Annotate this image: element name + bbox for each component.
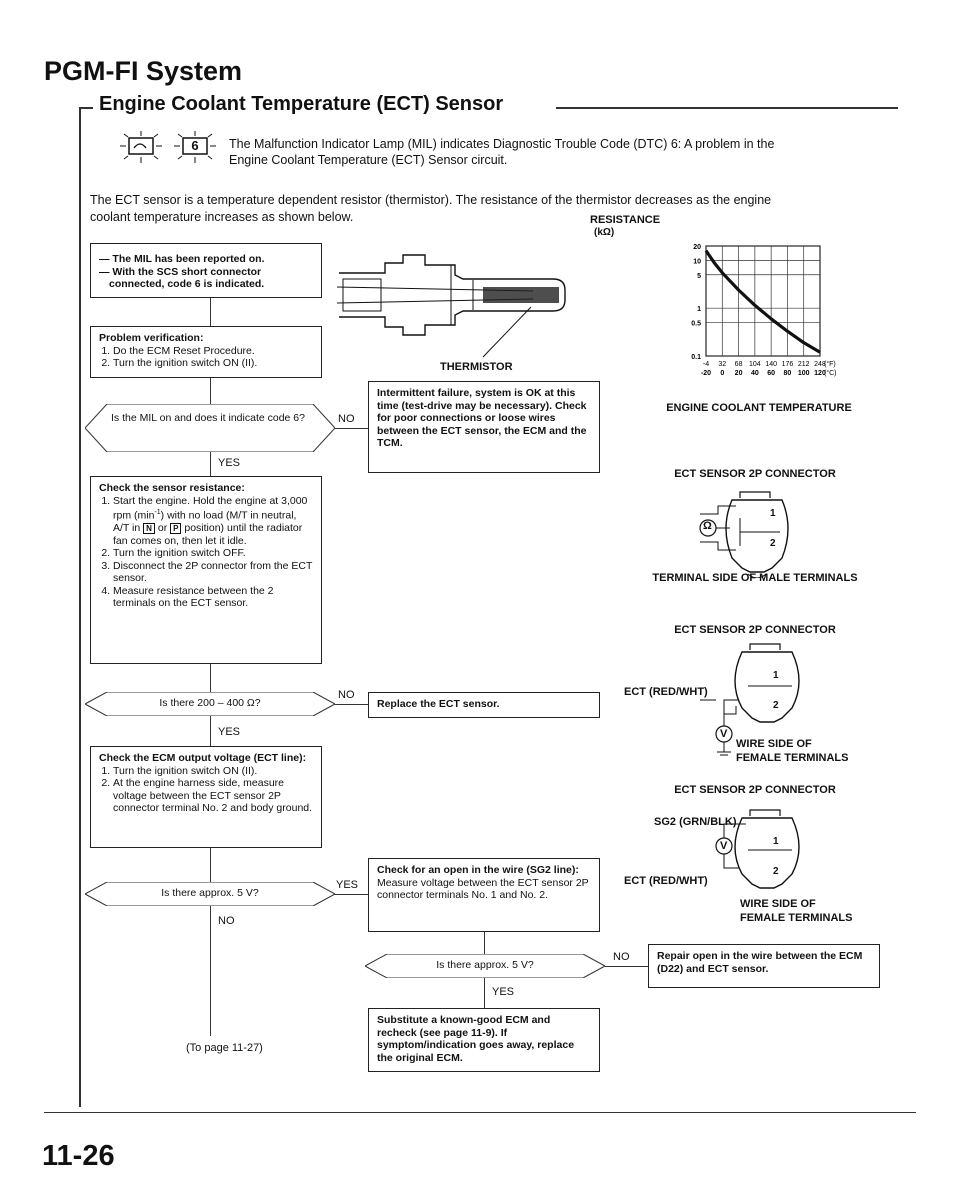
flow-right-spine-1 (484, 932, 485, 954)
chart-x-tick-c: -20 (700, 370, 712, 377)
cr-step-3: 3. Disconnect the 2P connector from the ECT sensor. (113, 560, 313, 585)
substitute-ecm-box (368, 1008, 600, 1072)
flow-spine-4 (210, 664, 211, 692)
check-open-sg2-title: Check for an open in the wire (SG2 line): (377, 864, 579, 876)
connector3-caption-1: WIRE SIDE OF (740, 898, 816, 910)
repair-open-text: Repair open in the wire between the ECM (D22) and ECT sensor. (657, 950, 863, 975)
chart-y-tick: 1 (697, 306, 701, 314)
flow-spine-7 (210, 906, 211, 1036)
chart-x-tick-c: 80 (783, 370, 792, 377)
connector2-pin1: 1 (773, 670, 779, 681)
connector1-drawing (690, 488, 830, 578)
connector2-ect-label: ECT (RED/WHT) (624, 686, 708, 698)
cr-step-1-sup: -1 (154, 509, 161, 516)
connector3-pin1: 1 (773, 836, 779, 847)
system-title: PGM-FI System (44, 56, 243, 86)
decision-sg2-5v (365, 954, 605, 978)
q4-yes-label: YES (492, 986, 515, 998)
chart-x-tick-c: 120 (814, 370, 826, 377)
check-ecm-voltage-box (90, 746, 322, 848)
intro-line-1: The Malfunction Indicator Lamp (MIL) indicates Diagnostic Trouble Code (DTC) 6: A problem in the (229, 137, 775, 151)
cr-step-1-or: or (154, 522, 171, 534)
desc-line-2: coolant temperature increases as shown below. (90, 210, 354, 224)
section-left-tick (79, 107, 81, 1107)
chart-x-tick-f: -4 (702, 361, 710, 368)
cr-step-2: 2. Turn the ignition switch OFF. (113, 547, 313, 560)
chart-y-tick: 5 (697, 272, 701, 280)
thermistor-drawing (333, 245, 573, 365)
start-item-2: — With the SCS short connector connected, code 6 is indicated. (99, 265, 265, 290)
check-resistance-box (90, 476, 322, 664)
q1-no-line (335, 428, 368, 429)
ecm-step-2: 2. At the engine harness side, measure voltage between the ECT sensor 2P connector terminal No. 2 and body ground. (113, 777, 313, 815)
q4-text: Is there approx. 5 V? (436, 959, 534, 971)
start-item-1: — The MIL has been reported on. (99, 253, 265, 265)
chart-xlabel: ENGINE COOLANT TEMPERATURE (666, 402, 852, 414)
chart-x-tick-f: 32 (718, 361, 727, 368)
connector3-title: ECT SENSOR 2P CONNECTOR (674, 784, 836, 796)
chart-x-tick-f: 212 (797, 361, 810, 368)
desc-line-1: The ECT sensor is a temperature dependent resistor (thermistor). The resistance of the thermistor decreases as the engine (90, 193, 772, 207)
chart-frame (706, 246, 820, 356)
check-open-sg2-box (368, 858, 600, 932)
connector1-ohm: Ω (703, 520, 712, 532)
q2-text: Is there 200 – 400 Ω? (159, 697, 261, 709)
dtc-number: 6 (191, 138, 199, 153)
q1-no-label: NO (338, 413, 355, 425)
cr-step-4: 4. Measure resistance between the 2 terminals on the ECT sensor. (113, 585, 313, 610)
flow-right-spine-2 (484, 978, 485, 1008)
q1-yes-label: YES (218, 457, 241, 469)
footer-rule (44, 1112, 916, 1113)
thermistor-label: THERMISTOR (440, 361, 513, 373)
decision-mil-code6 (85, 404, 335, 452)
chart-x-tick-f: 68 (734, 361, 743, 368)
connector2-pin2: 2 (773, 700, 779, 711)
connector2-caption-2: FEMALE TERMINALS (736, 752, 849, 764)
connector1-pin2: 2 (770, 538, 776, 549)
q3-yes-label: YES (336, 879, 359, 891)
connector2-caption-1: WIRE SIDE OF (736, 738, 812, 750)
decision-resistance (85, 692, 335, 716)
substitute-ecm-text: Substitute a known-good ECM and recheck (see page 11-9). If symptom/indication goes away, replace the original ECM. (377, 1014, 575, 1064)
connector3-sg2-label: SG2 (GRN/BLK) (654, 816, 737, 828)
chart-x-tick-c: 0 (720, 370, 725, 377)
key-p: P (170, 523, 181, 534)
connector2-title: ECT SENSOR 2P CONNECTOR (674, 624, 836, 636)
chart-y-tick: 10 (693, 258, 701, 266)
cr-step-1-mid: ) with no load (M/T in neutral, A/T in (113, 509, 297, 534)
page-number: 11-26 (42, 1140, 115, 1172)
q3-text: Is there approx. 5 V? (161, 887, 259, 899)
flow-spine-1 (210, 298, 211, 326)
chart-ylabel-2: (kΩ) (594, 227, 615, 238)
connector3-volt: V (720, 840, 728, 852)
section-title: Engine Coolant Temperature (ECT) Sensor (99, 93, 504, 115)
intermittent-text: Intermittent failure, system is OK at this time (test-drive may be necessary). Check for poor connections or loose wires between the ECT sensor, the ECM and the TCM. (377, 387, 587, 449)
cr-step-1-pre: Start the engine. Hold the engine at 3,000 rpm (min (113, 494, 308, 522)
cr-step-1 (113, 495, 313, 548)
connector3-caption-2: FEMALE TERMINALS (740, 912, 853, 924)
connector1-pin1: 1 (770, 508, 776, 519)
chart-x-tick-c: 100 (797, 370, 810, 377)
q2-yes-label: YES (218, 726, 241, 738)
flow-spine-6 (210, 848, 211, 882)
intermittent-box (368, 381, 600, 473)
to-page-note: (To page 11-27) (186, 1042, 263, 1054)
chart-x-tick-f: 176 (781, 361, 794, 368)
chart-x-unit-f: (°F) (824, 361, 836, 368)
section-left-tick-h (79, 107, 93, 109)
connector1-caption: TERMINAL SIDE OF MALE TERMINALS (652, 572, 858, 584)
chart-y-tick: 0.1 (691, 354, 701, 361)
ecm-step-1: 1. Turn the ignition switch ON (II). (113, 765, 313, 778)
q2-no-line (335, 704, 368, 705)
section-title-rule (556, 107, 898, 109)
decision-ecm-5v (85, 882, 335, 906)
cr-step-1-post: position) until the radiator fan comes on, then let it idle. (113, 522, 303, 547)
check-open-sg2-body: Measure voltage between the ECT sensor 2P connector terminals No. 1 and No. 2. (377, 876, 589, 901)
start-box (90, 243, 322, 298)
chart-ylabel-1: RESISTANCE (590, 214, 661, 226)
q4-no-label: NO (613, 951, 630, 963)
flow-spine-2 (210, 378, 211, 404)
chart-x-unit-c: (°C) (824, 370, 837, 377)
q4-no-line (605, 966, 648, 967)
check-ecm-voltage-title: Check the ECM output voltage (ECT line): (99, 752, 307, 764)
replace-ect-box (368, 692, 600, 718)
problem-verification-box (90, 326, 322, 378)
problem-verification-title: Problem verification: (99, 332, 204, 344)
chart-x-tick-c: 40 (750, 370, 759, 377)
chart-x-tick-f: 104 (749, 361, 761, 368)
chart-x-tick-f: 140 (765, 361, 777, 368)
chart-x-tick-c: 20 (734, 370, 743, 377)
chart-x-tick-c: 60 (767, 370, 776, 377)
chart-series-line (706, 251, 820, 353)
q3-no-label: NO (218, 915, 235, 927)
connector3-pin2: 2 (773, 866, 779, 877)
flow-spine-5 (210, 716, 211, 746)
chart-y-tick: 20 (693, 244, 701, 251)
intro-line-2: Engine Coolant Temperature (ECT) Sensor circuit. (229, 153, 508, 167)
check-resistance-title: Check the sensor resistance: (99, 482, 245, 494)
pv-step-1: 1. Do the ECM Reset Procedure. (113, 345, 313, 358)
q2-no-label: NO (338, 689, 355, 701)
chart-y-tick: 0.5 (691, 320, 701, 328)
replace-ect-text: Replace the ECT sensor. (377, 698, 500, 710)
q3-yes-line (335, 894, 368, 895)
connector1-title: ECT SENSOR 2P CONNECTOR (674, 468, 836, 480)
connector2-volt: V (720, 728, 728, 740)
repair-open-box (648, 944, 880, 988)
key-n: N (143, 523, 155, 534)
pv-step-2: 2. Turn the ignition switch ON (II). (113, 357, 313, 370)
q1-text: Is the MIL on and does it indicate code 6? (111, 412, 305, 424)
connector3-ect-label: ECT (RED/WHT) (624, 875, 708, 887)
resistance-chart (680, 238, 880, 398)
dtc-icon (172, 130, 218, 164)
mil-icon (118, 130, 164, 164)
chart-x-tick-f: 248 (814, 361, 826, 368)
